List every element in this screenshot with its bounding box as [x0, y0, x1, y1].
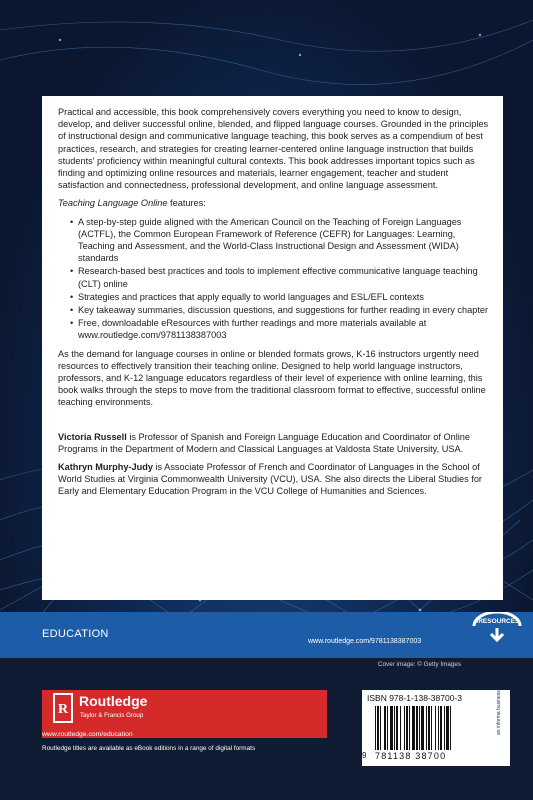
intro-paragraph: Practical and accessible, this book comprehensively covers everything you need to know to design, develop, and deliver successful online, blended, and flipped language courses. Grounded in the principles of instructional design and communicative language teaching, this book serves as a compendium of best practices, research, and strategies for creating learner-centered online language instruction that builds students' proficiency within meaningful cultural contexts. This book addresses important topics such as finding and optimizing online resources and materials, learner engagement, teacher and student satisfaction and connectedness, professional development, and online language assessment. [58, 107, 489, 191]
barcode-bar [435, 706, 436, 750]
barcode-bar [416, 706, 418, 750]
barcode-bar [446, 706, 449, 750]
author-bio-text: is Professor of Spanish and Foreign Language Education and Coordinator of Online Programs in the Department of Modern and Classical Languages at Valdosta State University, USA. [58, 431, 471, 454]
barcode-bar [406, 706, 408, 750]
list-item: • Strategies and practices that apply equally to world languages and ESL/EFL contexts [70, 291, 489, 303]
publisher-name: Routledge [79, 693, 148, 709]
author-name: Kathryn Murphy-Judy [58, 462, 153, 473]
resources-url[interactable]: www.routledge.com/9781138387003 [308, 638, 422, 645]
barcode-bar [377, 706, 379, 750]
barcode-bar [421, 706, 424, 750]
divider [58, 415, 489, 431]
eresources-label: eRESOURCES [474, 618, 520, 625]
barcode-bar [375, 706, 376, 750]
barcode-bar [431, 706, 432, 750]
barcode-bar [384, 706, 386, 750]
category-label: EDUCATION [42, 628, 109, 640]
author-bio [58, 431, 489, 455]
barcode-bar [440, 706, 442, 750]
barcode-digits: 781138 38700 [375, 751, 447, 761]
barcode-bar [450, 706, 451, 750]
routledge-logo-icon [53, 693, 73, 727]
description-panel [42, 96, 503, 600]
list-item: • Key takeaway summaries, discussion questions, and suggestions for further reading in every chapter [70, 304, 489, 316]
ebook-note: Routledge titles are available as eBook editions in a range of digital formats [42, 745, 256, 752]
list-item: • Research-based best practices and tools to implement effective communicative language teaching (CLT) online [70, 265, 489, 289]
barcode-bar [444, 706, 445, 750]
closing-paragraph: As the demand for language courses in online or blended formats grows, K-16 instructors urgently need resources to effectively transition their teaching online. Designed to help world language instructors, professors, and K-12 language educators regardless of their level of experience with online learning, this book walks through the steps to move from the traditional classroom format to effective, successful online teaching environments. [58, 348, 486, 408]
features-suffix: features: [167, 198, 206, 209]
informa-side-text: an informa business [496, 690, 502, 735]
barcode-bar [400, 706, 401, 750]
barcode-lead-digit: 9 [362, 751, 367, 760]
barcode-bar [394, 706, 395, 750]
barcode-bar [412, 706, 415, 750]
barcode-bar [380, 706, 381, 750]
cover-credit: Cover image: © Getty Images [378, 661, 462, 668]
barcode-bar [426, 706, 427, 750]
publisher-subtitle: Taylor & Francis Group [80, 712, 144, 719]
barcode-bar [419, 706, 420, 750]
barcode-bar [404, 706, 405, 750]
barcode-bar [396, 706, 398, 750]
features-heading [58, 197, 489, 209]
eresources-badge-icon [470, 612, 524, 646]
isbn-label: ISBN 978-1-138-38700-3 [367, 693, 462, 703]
features-book-title: Teaching Language Online [58, 198, 168, 209]
author-bio [58, 461, 489, 498]
barcode-bar [387, 706, 388, 750]
publisher-url[interactable]: www.routledge.com/education [42, 731, 133, 738]
routledge-logo-letter: R [57, 702, 69, 717]
barcode-bar [390, 706, 393, 750]
list-item: • Free, downloadable eResources with further readings and more materials available at www.routledge.com/9781138387003 [70, 317, 489, 341]
barcode-bar [409, 706, 410, 750]
list-item: • A step-by-step guide aligned with the American Council on the Teaching of Foreign Languages (ACTFL), the Common European Framework of Reference (CEFR) for Languages: Learning, Teaching and Assessment, and the World-Class Instructional Design and Assessment (WIDA) standards [70, 216, 489, 265]
barcode-bar [428, 706, 430, 750]
features-list [58, 216, 489, 342]
category-band [0, 612, 533, 658]
barcode-graphic [373, 706, 495, 750]
barcode-bar [438, 706, 439, 750]
author-name: Victoria Russell [58, 431, 127, 442]
author-bio-text: is Associate Professor of French and Coordinator of Languages in the School of World Studies at Virginia Commonwealth University (VCU), USA. She also directs the Liberal Studies for Early and Elementary Education Program in the VCU College of Humanities and Sciences. [58, 462, 482, 497]
